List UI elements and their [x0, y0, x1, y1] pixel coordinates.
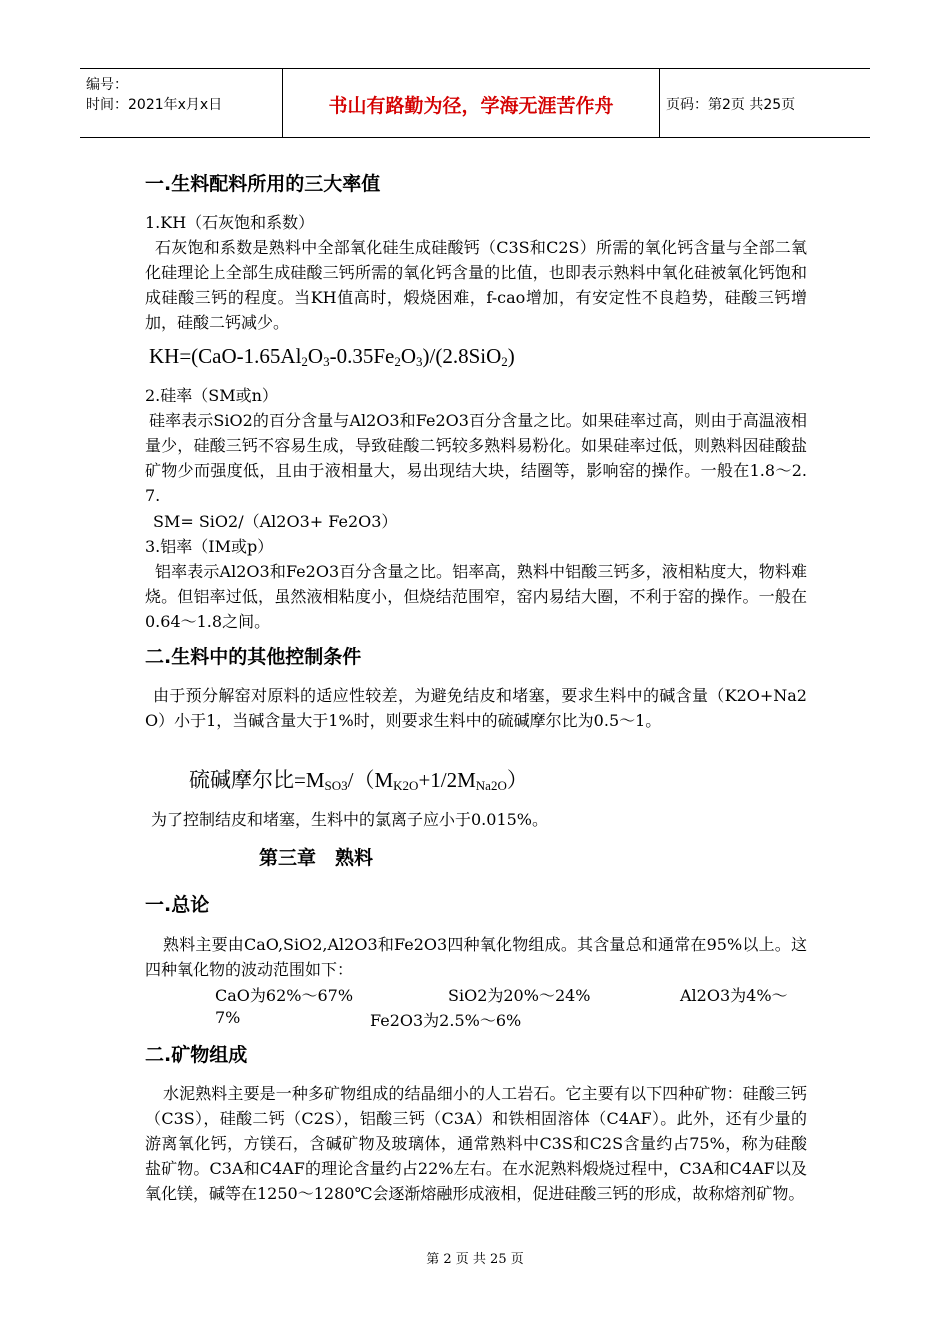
chapter3-title: 第三章 熟料: [259, 847, 374, 869]
range-fe2o3: Fe2O3为2.5%～6%: [370, 1011, 522, 1030]
header-mid-cell: [283, 69, 660, 137]
kh-formula: $KH=(CaO-1.65Al_2O_3-0.35Fe_2O_3)/(2.8SiO_2)$: [149, 344, 515, 369]
range-al2o3-cont: 7%: [215, 1008, 241, 1027]
chapter3-s2-body: 水泥熟料主要是一种多矿物组成的结晶细小的人工岩石。它主要有以下四种矿物：硅酸三钙（C3S），硅酸二钙（C2S），铝酸三钙（C3A）和铁相固溶体（C4AF）。此外，还有少量的游离氧化钙，方镁石，含碱矿物及玻璃体，通常熟料中C3S和C2S含量约占75%，称为硅酸盐矿物。C3A和C4AF的理论含量约占22%左右。在水泥熟料煅烧过程中，C3A和C4AF以及氧化镁，碱等在1250～1280℃会逐渐熔融形成液相，促进硅酸三钙的形成，故称熔剂矿物。: [145, 1084, 807, 1203]
section2-body: 由于预分解窑对原料的适应性较差，为避免结皮和堵塞，要求生料中的碱含量（K2O+Na2O）小于1，当碱含量大于1%时，则要求生料中的硫碱摩尔比为0.5～1。: [145, 686, 807, 730]
sm-formula: SM= SiO2/（Al2O3+ Fe2O3）: [153, 512, 398, 531]
date-label: 时间：2021年x月x日: [86, 97, 223, 113]
sm-title: 2.硅率（SM或n）: [145, 386, 278, 405]
chapter3-s1-title: 一.总论: [145, 894, 210, 916]
range-sio2: SiO2为20%～24%: [448, 986, 591, 1005]
range-cao: CaO为62%～67%: [215, 986, 354, 1005]
im-body: 铝率表示Al2O3和Fe2O3百分含量之比。铝率高，熟料中铝酸三钙多，液相粘度大，物料难烧。但铝率过低，虽然液相粘度小，但烧结范围窄，窑内易结大圈，不利于窑的操作。一般在0.64～1.8之间。: [145, 562, 807, 631]
section2-body2: 为了控制结皮和堵塞，生料中的氯离子应小于0.015%。: [151, 810, 549, 829]
motto: 书山有路勤为径，学海无涯苦作舟: [328, 95, 614, 117]
kh-title: 1.KH（石灰饱和系数）: [145, 213, 315, 232]
kh-body: 石灰饱和系数是熟料中全部氧化硅生成硅酸钙（C3S和C2S）所需的氧化钙含量与全部二氧化硅理论上全部生成硅酸三钙所需的氧化钙含量的比值，也即表示熟料中氧化硅被氧化钙饱和成硅酸三钙的程度。当KH值高时，煅烧困难，f-cao增加，有安定性不良趋势，硅酸三钙增加，硅酸二钙减少。: [145, 238, 807, 332]
number-label: 编号：: [86, 77, 128, 93]
chapter3-s2-title: 二.矿物组成: [145, 1044, 248, 1066]
section2-title: 二.生料中的其他控制条件: [145, 646, 362, 668]
range-al2o3: Al2O3为4%～: [680, 986, 788, 1005]
header-left-cell: [80, 69, 283, 137]
sulfur-alkali-formula: 硫碱摩尔比$=M_{SO3}/(M_{K2O}+1/2M_{Na2O})$: [189, 768, 528, 793]
section1-title: 一.生料配料所用的三大率值: [145, 173, 381, 195]
page-footer: 第 2 页 共 25 页: [426, 1252, 524, 1267]
sm-body: 硅率表示SiO2的百分含量与Al2O3和Fe2O3百分含量之比。如果硅率过高，则由于高温液相量少，硅酸三钙不容易生成，导致硅酸二钙较多熟料易粉化。如果硅率过低，则熟料因硅酸盐矿物少而强度低，且由于液相量大，易出现结大块，结圈等，影响窑的操作。一般在1.8～2.7.: [145, 411, 807, 505]
page-label: 页码：第2页 共25页: [666, 97, 796, 113]
im-title: 3.铝率（IM或p）: [145, 537, 274, 556]
header-right-cell: [660, 69, 870, 137]
header-table: [80, 68, 870, 138]
chapter3-s1-body: 熟料主要由CaO,SiO2,Al2O3和Fe2O3四种氧化物组成。其含量总和通常在95%以上。这四种氧化物的波动范围如下：: [145, 935, 807, 979]
